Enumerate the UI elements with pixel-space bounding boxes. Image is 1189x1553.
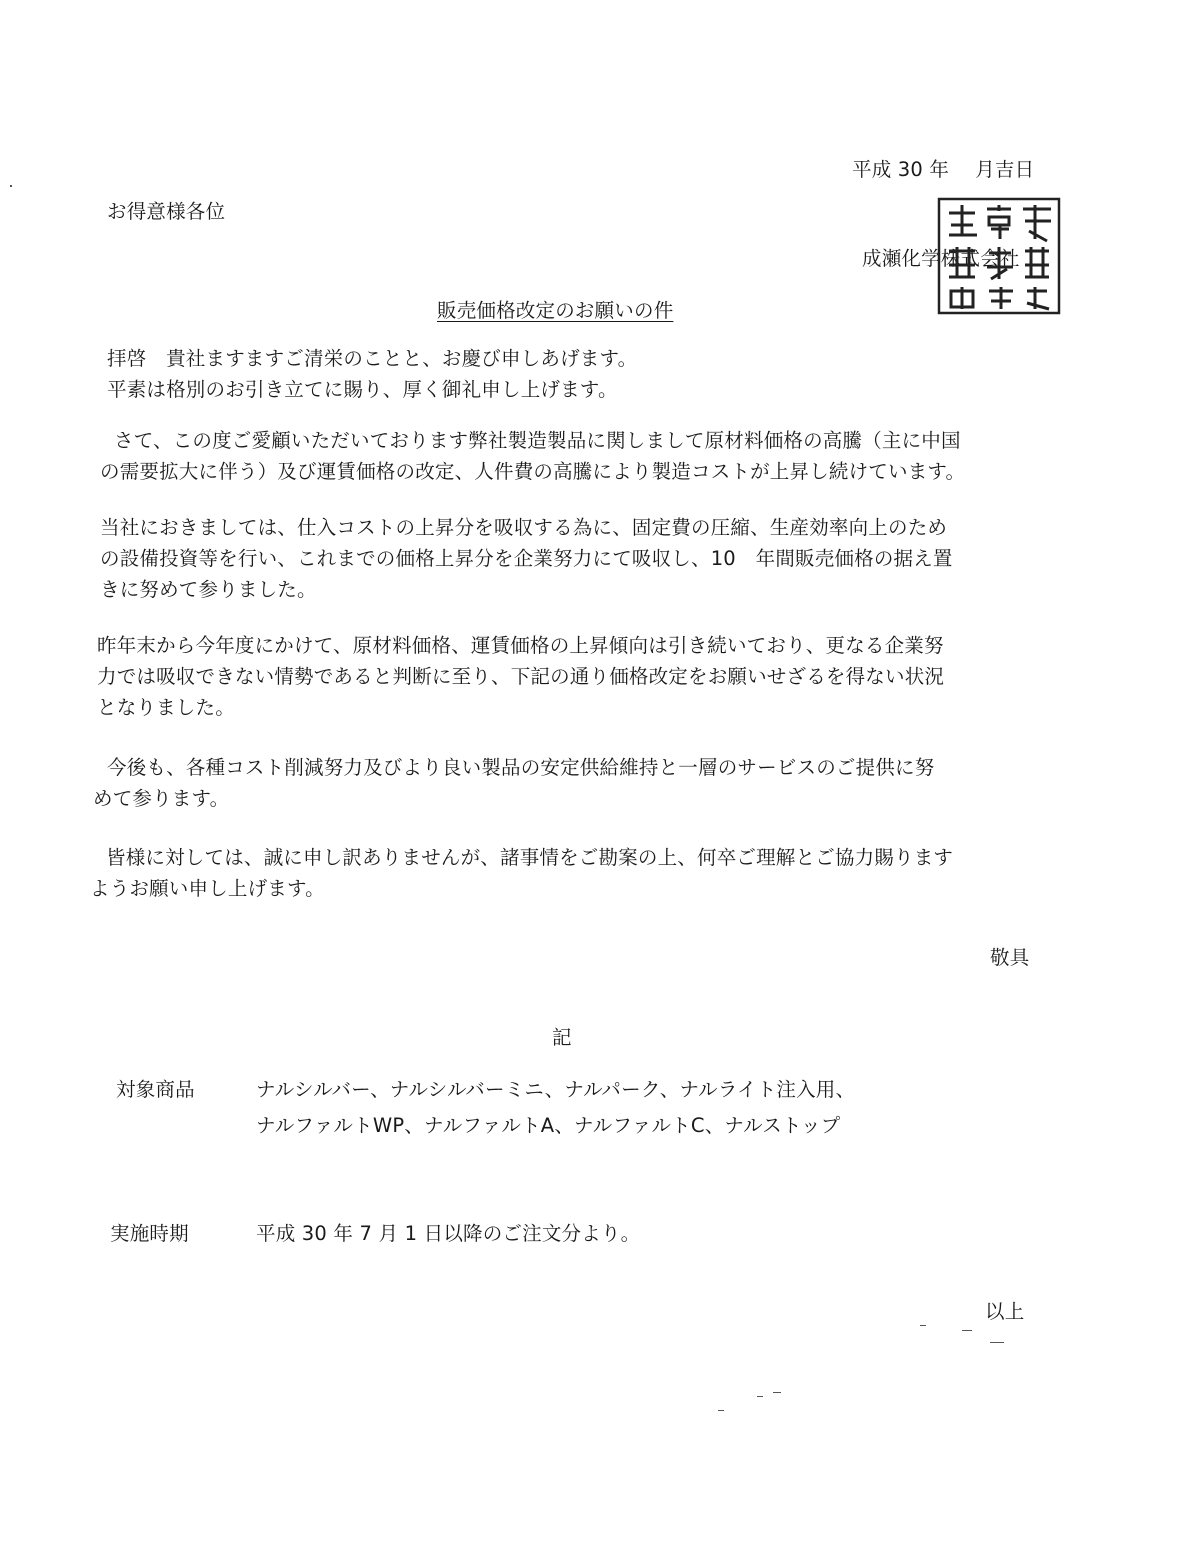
implementation-date-label: 実施時期 (110, 1222, 189, 1245)
company-seal-stamp (935, 195, 1063, 317)
scan-speck (920, 1325, 926, 1326)
closing-keigu: 敬具 (990, 946, 1030, 969)
scan-speck (962, 1330, 972, 1331)
paragraph-line: 平素は格別のお引き立てに賜り、厚く御礼申し上げます。 (107, 378, 618, 401)
paragraph-line: 力では吸収できない情勢であると判断に至り、下記の通り価格改定をお願いせざるを得ない状況 (97, 665, 945, 688)
scan-speck (718, 1410, 724, 1411)
paragraph-line: となりました。 (97, 696, 235, 719)
scan-speck (757, 1396, 763, 1397)
paragraph-line: の需要拡大に伴う）及び運賃価格の改定、人件費の高騰により製造コストが上昇し続けています。 (100, 460, 966, 483)
scan-speck (10, 185, 12, 187)
paragraph-line: さて、この度ご愛顧いただいております弊社製造製品に関しまして原材料価格の高騰（主に中国 (114, 429, 961, 452)
scan-speck (773, 1392, 781, 1393)
paragraph-line: めて参ります。 (93, 787, 230, 810)
letter-title: 販売価格改定のお願いの件 (437, 299, 674, 322)
paragraph-line: 拝啓 貴社ますますご清栄のことと、お慶び申しあげます。 (107, 347, 638, 370)
addressee: お得意様各位 (107, 200, 226, 223)
letter-date: 平成 30 年 月吉日 (852, 158, 1035, 181)
paragraph-line: の設備投資等を行い、これまでの価格上昇分を企業努力にて吸収し、10 年間販売価格の据え置 (100, 547, 953, 570)
implementation-date-value: 平成 30 年 7 月 1 日以降のご注文分より。 (256, 1222, 641, 1245)
closing-ijou: 以上 (985, 1300, 1025, 1323)
paragraph-line: 今後も、各種コスト削減努力及びより良い製品の安定供給維持と一層のサービスのご提供に努 (107, 756, 935, 779)
ki-heading: 記 (552, 1026, 572, 1049)
target-products-line: ナルシルバー、ナルシルバーミニ、ナルパーク、ナルライト注入用、 (256, 1078, 856, 1101)
target-products-label: 対象商品 (116, 1078, 195, 1101)
paragraph-line: 皆様に対しては、誠に申し訳ありませんが、諸事情をご勘案の上、何卒ご理解とご協力賜ります (106, 846, 954, 869)
paragraph-line: きに努めて参りました。 (100, 578, 317, 601)
target-products-line: ナルファルトWP、ナルファルトA、ナルファルトC、ナルストップ (256, 1114, 841, 1137)
company-name: 成瀬化学株式会社 (862, 247, 1020, 270)
paragraph-line: 当社におきましては、仕入コストの上昇分を吸収する為に、固定費の圧縮、生産効率向上のため (100, 516, 948, 539)
paragraph-line: 昨年末から今年度にかけて、原材料価格、運賃価格の上昇傾向は引き続いており、更なる企業努 (97, 634, 944, 657)
paragraph-line: ようお願い申し上げます。 (90, 877, 325, 900)
scan-speck (990, 1342, 1004, 1343)
